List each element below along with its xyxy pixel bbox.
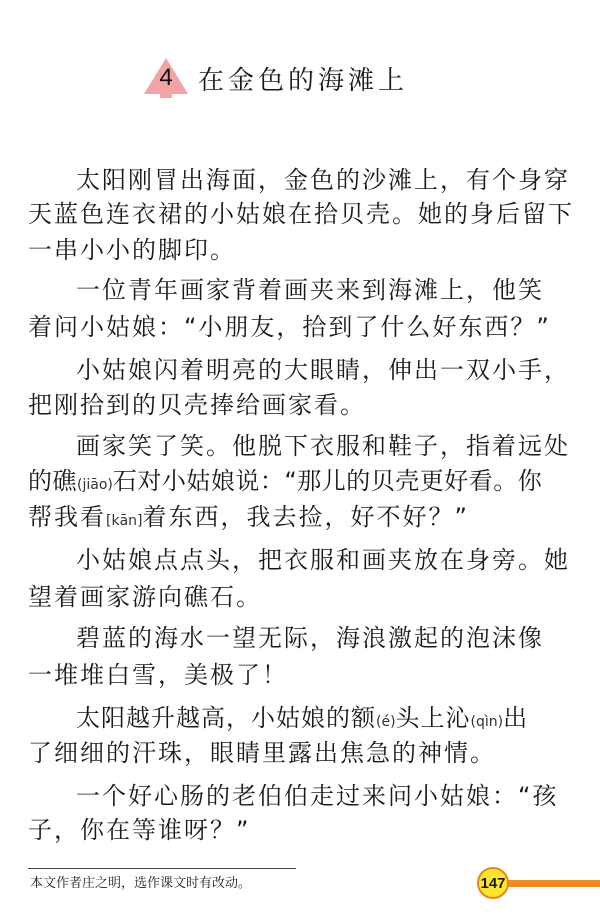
text: 石对小姑娘说：“那儿的贝壳更好看。你 (112, 467, 543, 495)
text: 的礁 (28, 467, 77, 495)
text: 着东西，我去捡，好不好？” (142, 503, 469, 531)
text-line: 一串小小的脚印。 (28, 236, 236, 264)
pinyin: (jiāo) (77, 477, 113, 493)
text: 帮我看 (28, 503, 106, 531)
lesson-title-text: 在金色的海滩上 (198, 65, 409, 96)
text-line: 小姑娘闪着明亮的大眼睛，伸出一双小手， (76, 356, 570, 384)
text-line (76, 703, 528, 737)
text-line: 一个好心肠的老伯伯走过来问小姑娘：“孩 (76, 782, 559, 810)
text-line (28, 502, 469, 536)
text-line: 一堆堆白雪，美极了！ (28, 661, 288, 689)
text-line: 太阳刚冒出海面，金色的沙滩上，有个身穿 (76, 166, 570, 194)
text-line: 天蓝色连衣裙的小姑娘在拾贝壳。她的身后留下 (28, 200, 574, 228)
text-line: 望着画家游向礁石。 (28, 583, 262, 611)
pinyin: [kān] (106, 513, 143, 529)
text: 太阳越升越高，小姑娘的额 (76, 704, 376, 732)
text-line: 把刚拾到的贝壳捧给画家看。 (28, 391, 366, 419)
lesson-number-badge (142, 58, 190, 98)
text-line: 一位青年画家背着画夹来到海滩上，他笑 (76, 276, 544, 304)
text-line (28, 466, 542, 500)
text-line: 小姑娘点点头，把衣服和画夹放在身旁。她 (76, 546, 570, 574)
pinyin: (é) (376, 714, 396, 730)
text: 出 (503, 704, 529, 732)
pinyin: (qìn) (470, 714, 504, 730)
text-line: 碧蓝的海水一望无际，海浪激起的泡沫像 (76, 624, 544, 652)
footnote: 本文作者庄之明，选作课文时有改动。 (30, 876, 252, 891)
text-line: 画家笑了笑。他脱下衣服和鞋子，指着远处 (76, 432, 570, 460)
lesson-number: 4 (159, 64, 173, 91)
footnote-divider (28, 868, 296, 869)
text-line: 了细细的汗珠，眼睛里露出焦急的神情。 (28, 739, 496, 767)
text: 头上沁 (395, 704, 471, 732)
text-line: 着问小姑娘：“小朋友，拾到了什么好东西？” (28, 313, 551, 341)
lesson-title (142, 58, 408, 98)
page-number: 147 (477, 867, 509, 899)
page-number-bar (500, 880, 600, 887)
text-line: 子，你在等谁呀？” (28, 816, 251, 844)
